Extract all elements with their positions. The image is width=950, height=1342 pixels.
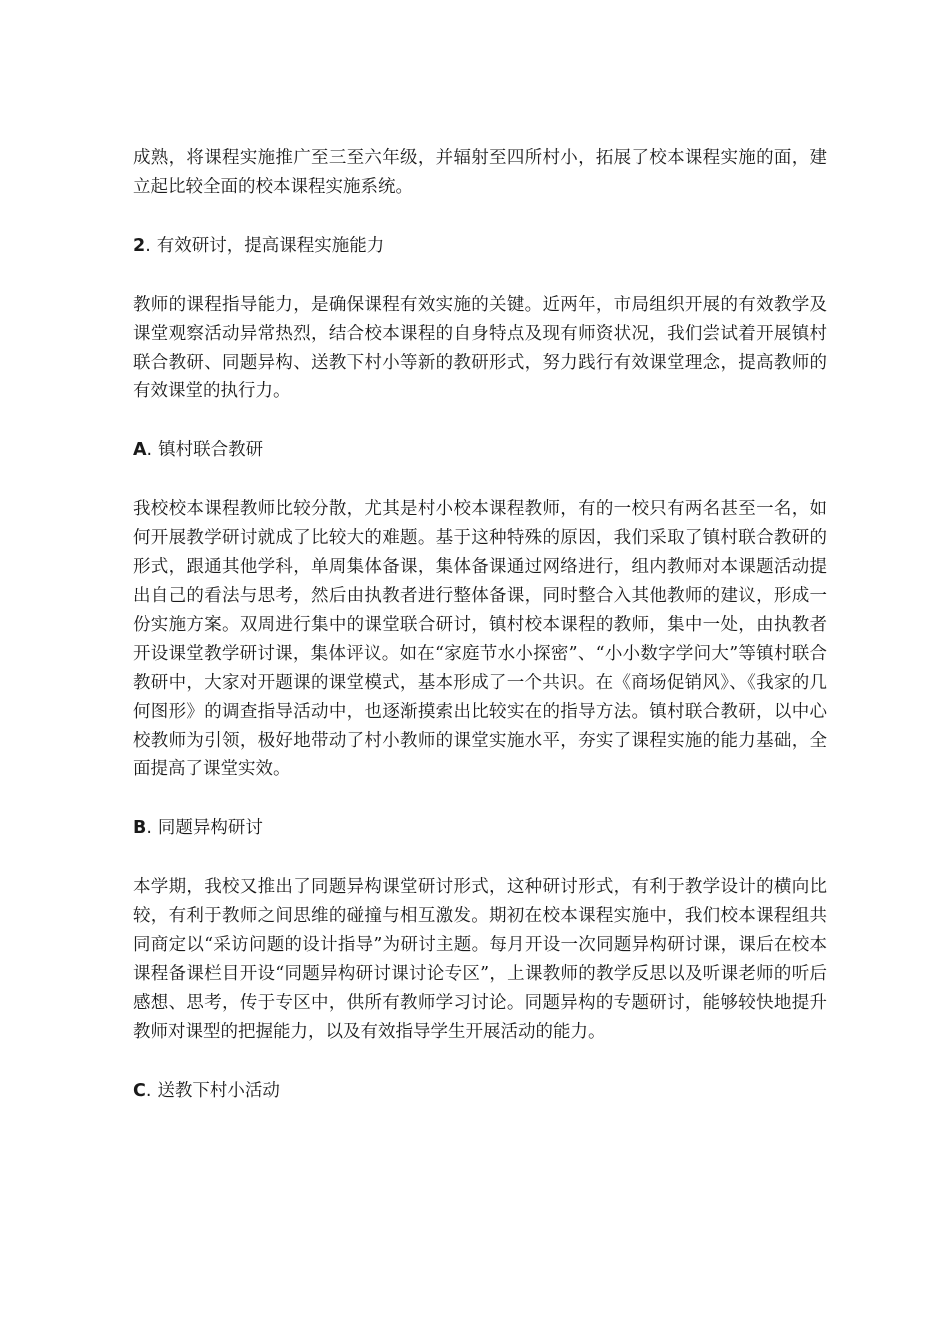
paragraph-course-guidance: 教师的课程指导能力，是确保课程有效实施的关键。近两年，市局组织开展的有效教学及课堂观察活动异常热烈，结合校本课程的自身特点及现有师资状况，我们尝试着开展镇村联合教研、同题异构、送教下村小等新的教研形式，努力践行有效课堂理念，提高教师的有效课堂的执行力。 bbox=[133, 294, 827, 402]
heading-title: 镇村联合教研 bbox=[158, 440, 264, 461]
heading-number: 2 bbox=[133, 235, 146, 256]
section-heading-a bbox=[133, 436, 827, 465]
section-heading-2 bbox=[133, 232, 827, 261]
paragraph-joint-research: 我校校本课程教师比较分散，尤其是村小校本课程教师，有的一校只有两名甚至一名，如何开展教学研讨就成了比较大的难题。基于这种特殊的原因，我们采取了镇村联合教研的形式，跟通其他学科，单周集体备课，集体备课通过网络进行，组内教师对本课题活动提出自己的看法与思考，然后由执教者进行整体备课，同时整合入其他教师的建议，形成一份实施方案。双周进行集中的课堂联合研讨，镇村校本课程的教师，集中一处，由执教者开设课堂教学研讨课，集体评议。如在“家庭节水小探密”、“小小数字学问大”等镇村联合教研中，大家对开题课的课堂模式，基本形成了一个共识。在《商场促销风》、《我家的几何图形》的调查指导活动中，也逐渐摸索出比较实在的指导方法。镇村联合教研，以中心校教师为引领，极好地带动了村小教师的课堂实施水平，夯实了课程实施的能力基础，全面提高了课堂实效。 bbox=[133, 499, 827, 780]
heading-title: 有效研讨，提高课程实施能力 bbox=[156, 235, 385, 256]
heading-separator: . bbox=[145, 1080, 152, 1101]
paragraph-same-topic: 本学期，我校又推出了同题异构课堂研讨形式，这种研讨形式，有利于教学设计的横向比较，有利于教师之间思维的碰撞与相互激发。期初在校本课程实施中，我们校本课程组共同商定以“采访问题的设计指导”为研讨主题。每月开设一次同题异构研讨课，课后在校本课程备课栏目开设“同题异构研讨课讨论专区”，上课教师的教学反思以及听课老师的听后感想、思考，传于专区中，供所有教师学习讨论。同题异构的专题研讨，能够较快地提升教师对课型的把握能力，以及有效指导学生开展活动的能力。 bbox=[133, 877, 827, 1042]
heading-number: C bbox=[133, 1080, 146, 1101]
heading-number: A bbox=[133, 440, 147, 461]
heading-separator: . bbox=[146, 440, 153, 461]
section-heading-b bbox=[133, 814, 827, 843]
heading-number: B bbox=[133, 818, 147, 839]
document-page bbox=[133, 144, 827, 1136]
section-heading-c bbox=[133, 1077, 827, 1106]
heading-separator: . bbox=[146, 818, 152, 839]
paragraph-intro-continued: 成熟，将课程实施推广至三至六年级，并辐射至四所村小，拓展了校本课程实施的面，建立起比较全面的校本课程实施系统。 bbox=[133, 148, 827, 197]
heading-title: 同题异构研讨 bbox=[157, 818, 263, 839]
heading-separator: . bbox=[145, 235, 151, 256]
heading-title: 送教下村小活动 bbox=[157, 1080, 280, 1101]
